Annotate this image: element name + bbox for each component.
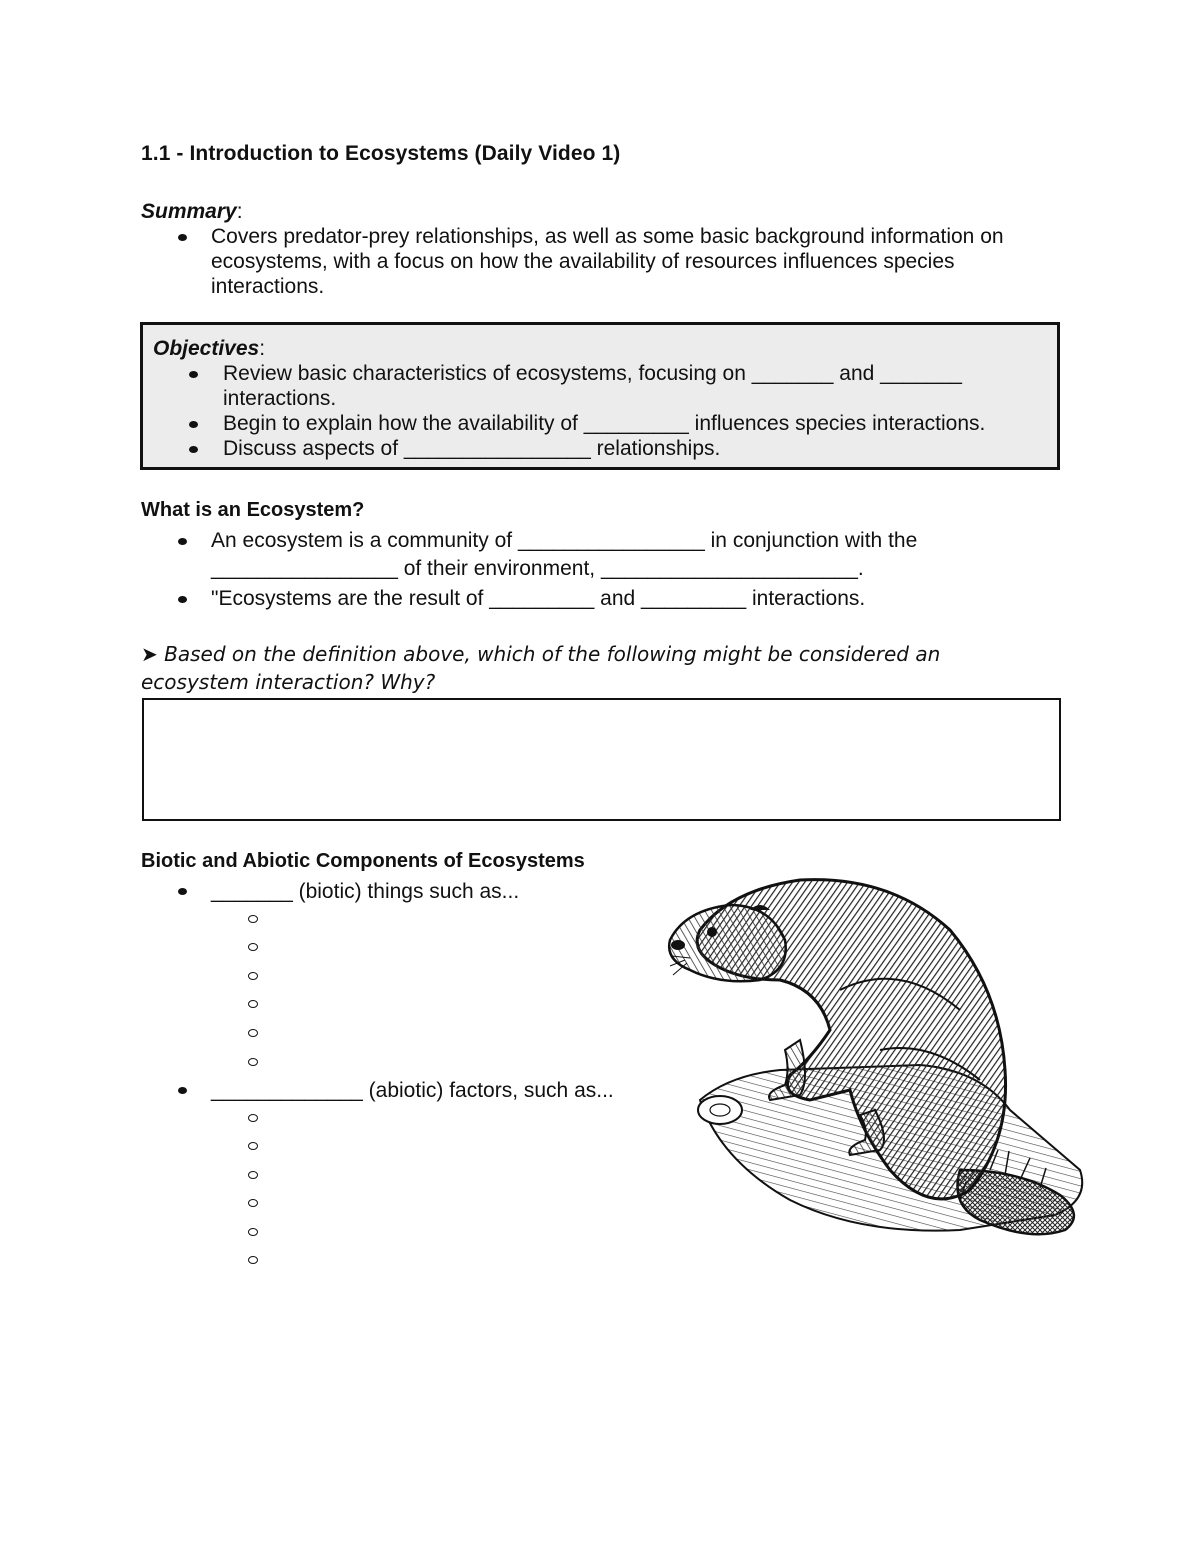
sub-bullet-icon (248, 1228, 258, 1236)
ecosystem-heading: What is an Ecosystem? (141, 499, 365, 521)
ecosystem-item: "Ecosystems are the result of _________ and _________ interactions. (211, 585, 1091, 613)
sub-bullet-icon (248, 1058, 258, 1066)
sub-bullet-icon (248, 1199, 258, 1207)
bullet-icon (189, 371, 198, 378)
bullet-icon (178, 596, 187, 603)
bullet-icon (178, 234, 187, 241)
bullet-icon (189, 446, 198, 453)
ecosystem-item: An ecosystem is a community of ________________ in conjunction with the ________________ of their environment, ______________________. (211, 527, 1091, 583)
objectives-list (223, 361, 1053, 461)
bullet-icon (189, 421, 198, 428)
abiotic-item: _____________ (abiotic) factors, such as... (211, 1078, 661, 1103)
beaver-illustration (660, 870, 1090, 1250)
biotic-item: _______ (biotic) things such as... (211, 879, 661, 904)
sub-bullet-icon (248, 1029, 258, 1037)
objectives-box (140, 322, 1060, 470)
bullet-icon (178, 1087, 187, 1094)
objective-item: Review basic characteristics of ecosystems, focusing on _______ and _______ interactions. (223, 361, 1053, 411)
components-heading: Biotic and Abiotic Components of Ecosystems (141, 850, 585, 872)
sub-bullet-icon (248, 943, 258, 951)
bullet-icon (178, 538, 187, 545)
sub-bullet-icon (248, 1142, 258, 1150)
sub-bullet-icon (248, 1171, 258, 1179)
summary-label: Summary: (141, 200, 243, 223)
ecosystem-list (211, 527, 1091, 613)
question-prompt: ➤ Based on the definition above, which of the following might be considered an ecosystem interaction? Why? (141, 642, 941, 694)
sub-bullet-icon (248, 1256, 258, 1264)
objective-item: Begin to explain how the availability of _________ influences species interactions. (223, 411, 1053, 436)
sub-bullet-icon (248, 972, 258, 980)
sub-bullet-icon (248, 1000, 258, 1008)
page-title: 1.1 - Introduction to Ecosystems (Daily Video 1) (141, 142, 621, 165)
sub-bullet-icon (248, 915, 258, 923)
objectives-label: Objectives: (153, 337, 266, 360)
summary-item: Covers predator-prey relationships, as well as some basic background information on ecosystems, with a focus on how the availability of resources influences species interactions. (211, 224, 1041, 299)
bullet-icon (178, 888, 187, 895)
answer-box[interactable] (142, 698, 1061, 821)
sub-bullet-icon (248, 1114, 258, 1122)
objective-item: Discuss aspects of ________________ relationships. (223, 436, 1053, 461)
summary-list (211, 224, 1041, 299)
